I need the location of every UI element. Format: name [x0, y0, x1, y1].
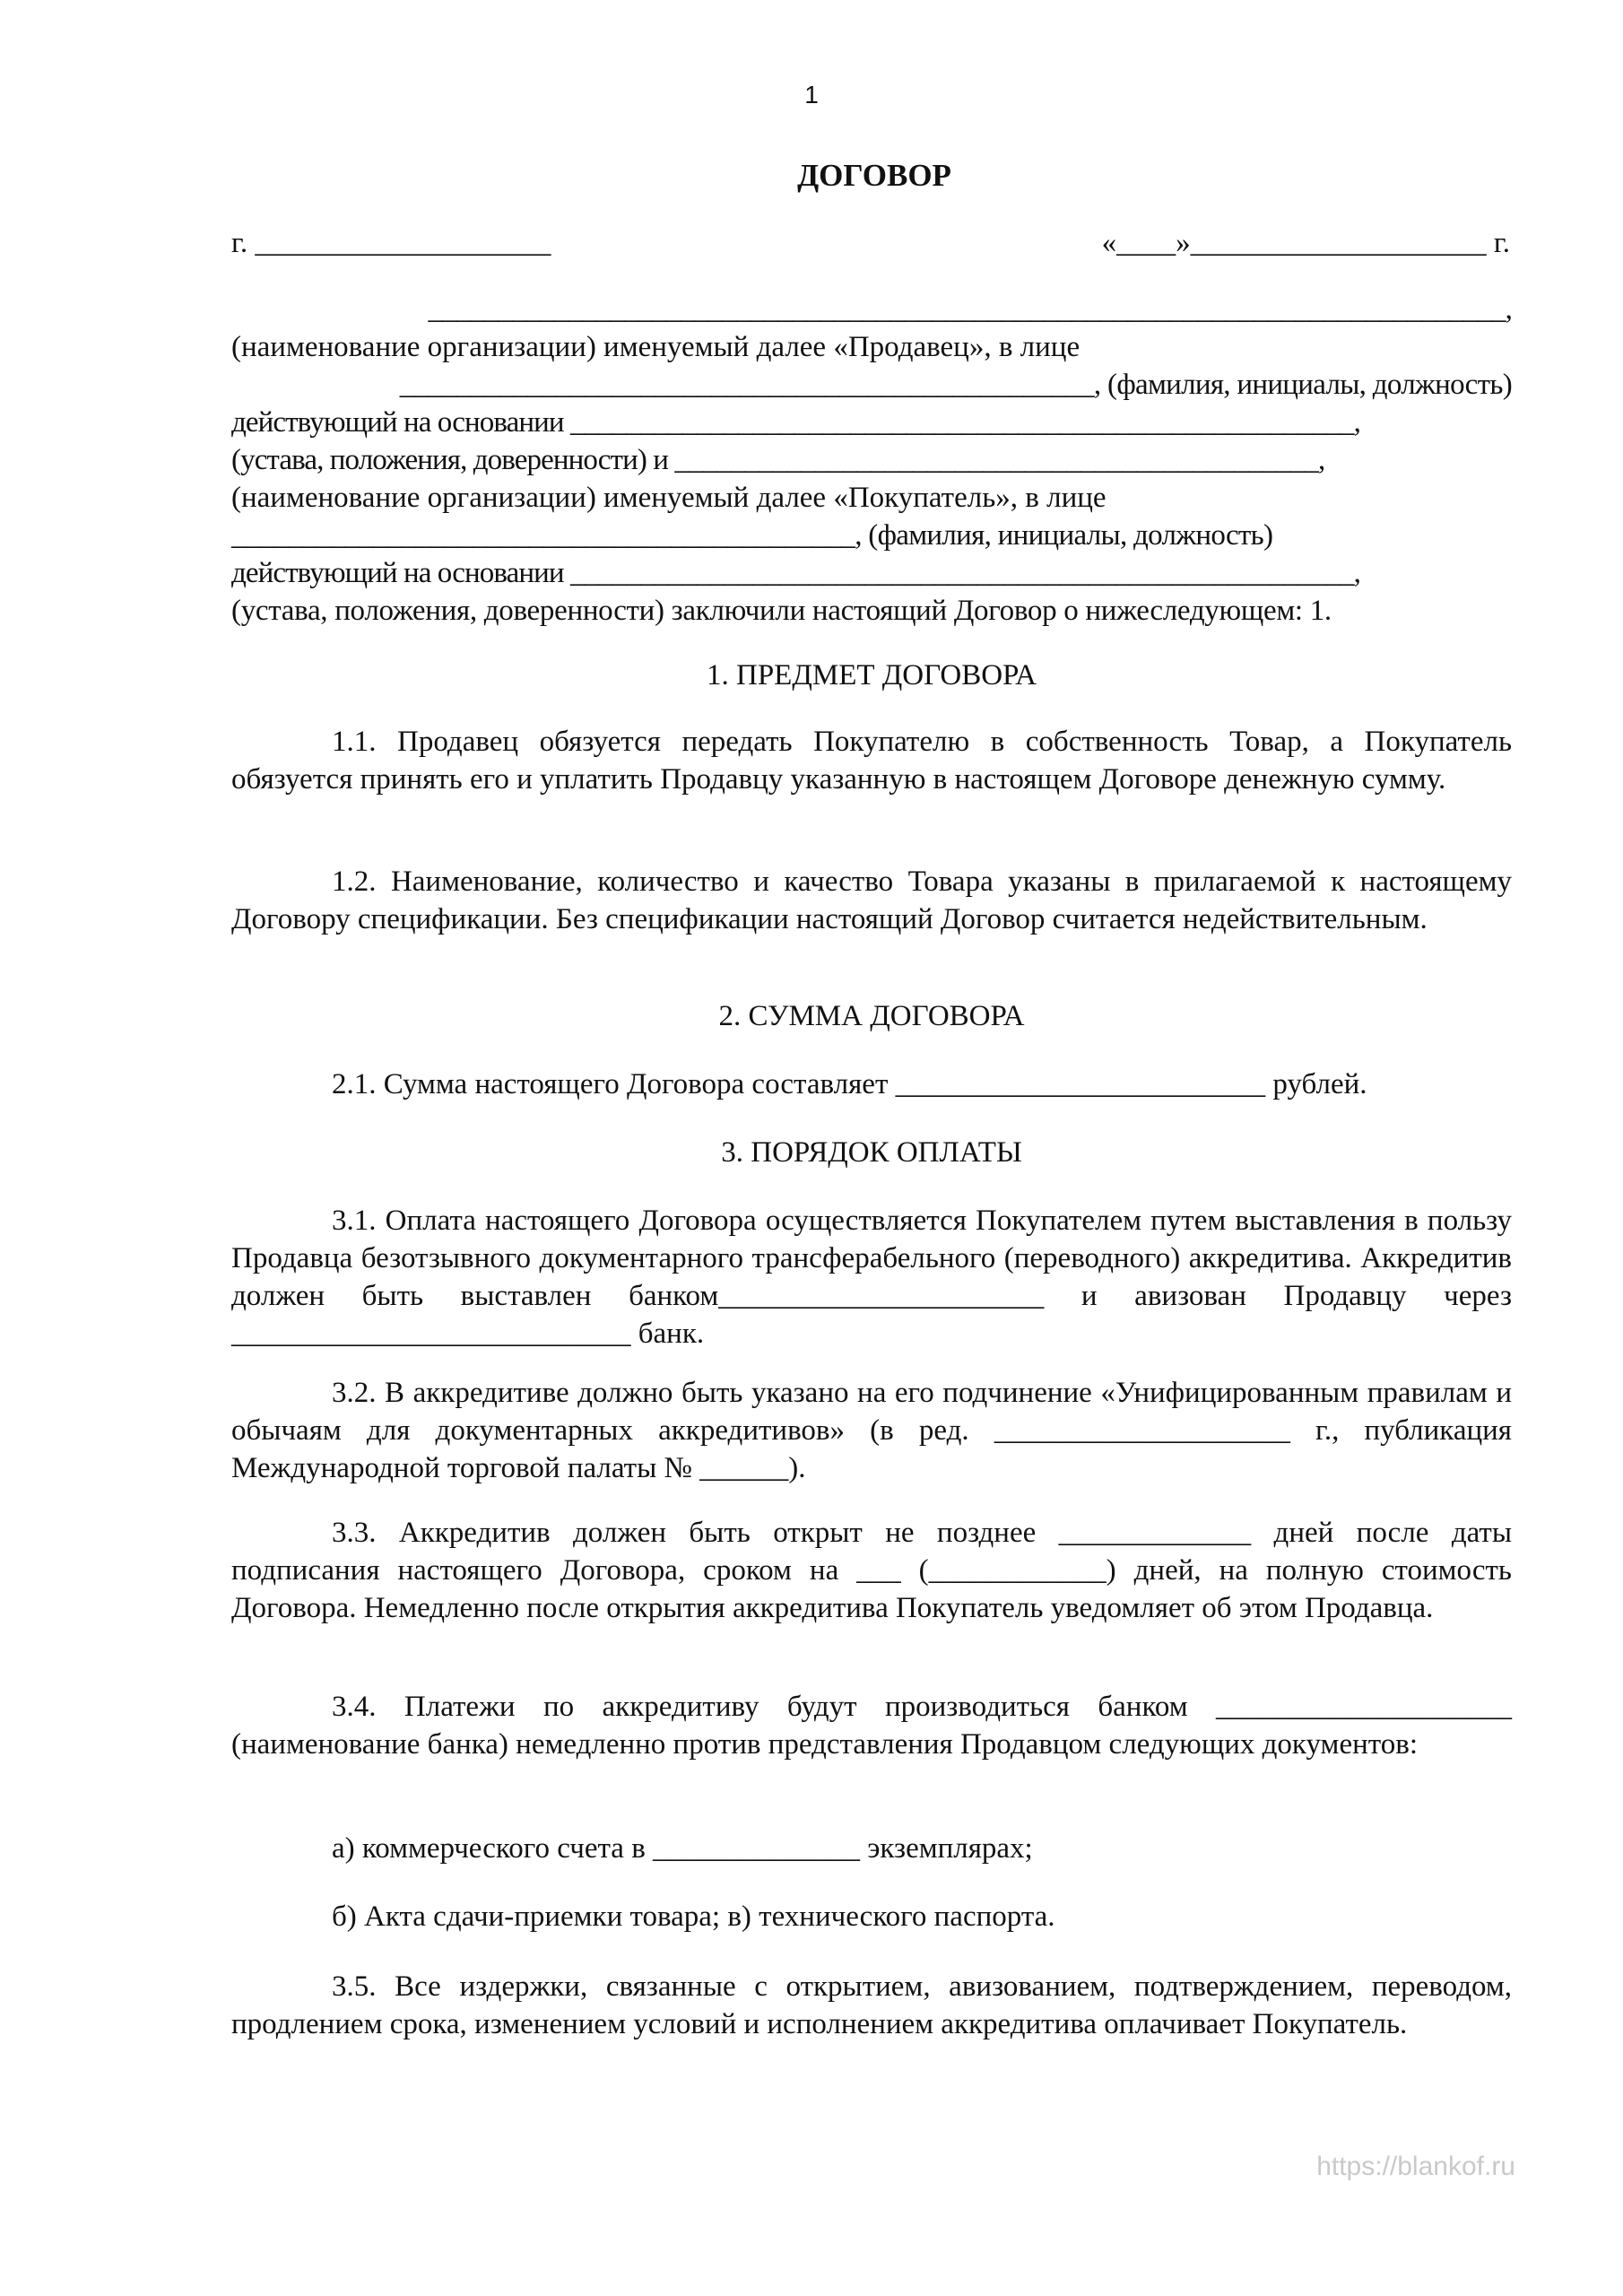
preamble-line: _________________________________________________, (фамилия, инициалы, должность)	[399, 369, 1512, 401]
preamble-line: ____________________________________________, (фамилия, инициалы, должность)	[231, 519, 1273, 552]
paragraph: 3.2. В аккредитиве должно быть указано на его подчинение «Унифицированным правилам и обычаям для документарных аккредитивов» (в ред. ____________________ г., публикация Международной торговой палаты № ______).	[231, 1377, 1512, 1484]
paragraph: 3.1. Оплата настоящего Договора осуществляется Покупателем путем выставления в пользу Продавца безотзывного документарного трансферабельного (переводного) аккредитива. Аккредитив должен быть выставлен банком______________________ и авизован Продавцу через ___________________________ банк.	[231, 1205, 1512, 1350]
section-heading: 3. ПОРЯДОК ОПЛАТЫ	[721, 1136, 1022, 1169]
date-line: «____»____________________ г.	[1101, 227, 1510, 259]
paragraph: а) коммерческого счета в ______________ экземплярах;	[332, 1832, 1033, 1865]
paragraph: 2.1. Сумма настоящего Договора составляет _________________________ рублей.	[332, 1068, 1367, 1100]
page-number: 1	[804, 81, 819, 109]
section-heading: 2. СУММА ДОГОВОРА	[718, 1000, 1025, 1032]
preamble-line: действующий на основании ________________________________________________________,	[231, 557, 1360, 589]
preamble-line: (наименование организации) именуемый далее «Покупатель», в лице	[231, 482, 1107, 514]
paragraph: 1.1. Продавец обязуется передать Покупателю в собственность Товар, а Покупатель обязуется принять его и уплатить Продавцу указанную в настоящем Договоре денежную сумму.	[231, 726, 1512, 796]
preamble	[231, 291, 1512, 630]
preamble-line: (устава, положения, доверенности) заключили настоящий Договор о нижеследующем: 1.	[231, 595, 1332, 627]
preamble-line: _____________________________________________________________________________,	[428, 293, 1512, 326]
section-heading: 1. ПРЕДМЕТ ДОГОВОРА	[707, 659, 1037, 691]
paragraph: 1.2. Наименование, количество и качество Товара указаны в прилагаемой к настоящему Договору спецификации. Без спецификации настоящий Договор считается недействительным.	[231, 865, 1512, 935]
preamble-line: действующий на основании ________________________________________________________,	[231, 406, 1360, 439]
preamble-line: (устава, положения, доверенности) и ______________________________________________,	[231, 444, 1325, 476]
paragraph: б) Акта сдачи-приемки товара; в) технического паспорта.	[332, 1900, 1055, 1933]
preamble-line: (наименование организации) именуемый далее «Продавец», в лице	[231, 331, 1081, 363]
paragraph: 3.5. Все издержки, связанные с открытием, авизованием, подтверждением, переводом, продлением срока, изменением условий и исполнением аккредитива оплачивает Покупатель.	[231, 1970, 1512, 2040]
watermark-link: https://blankof.ru	[1316, 2152, 1515, 2181]
document-title: ДОГОВОР	[797, 158, 951, 193]
paragraph: 3.3. Аккредитив должен быть открыт не позднее _____________ дней после даты подписания настоящего Договора, сроком на ___ (____________) дней, на полную стоимость Договора. Немедленно после открытия аккредитива Покупатель уведомляет об этом Продавца.	[231, 1517, 1512, 1624]
paragraph: 3.4. Платежи по аккредитиву будут производиться банком ____________________ (наименование банка) немедленно против представления Продавцом следующих документов:	[231, 1691, 1512, 1761]
city-line: г. ____________________	[231, 227, 551, 259]
